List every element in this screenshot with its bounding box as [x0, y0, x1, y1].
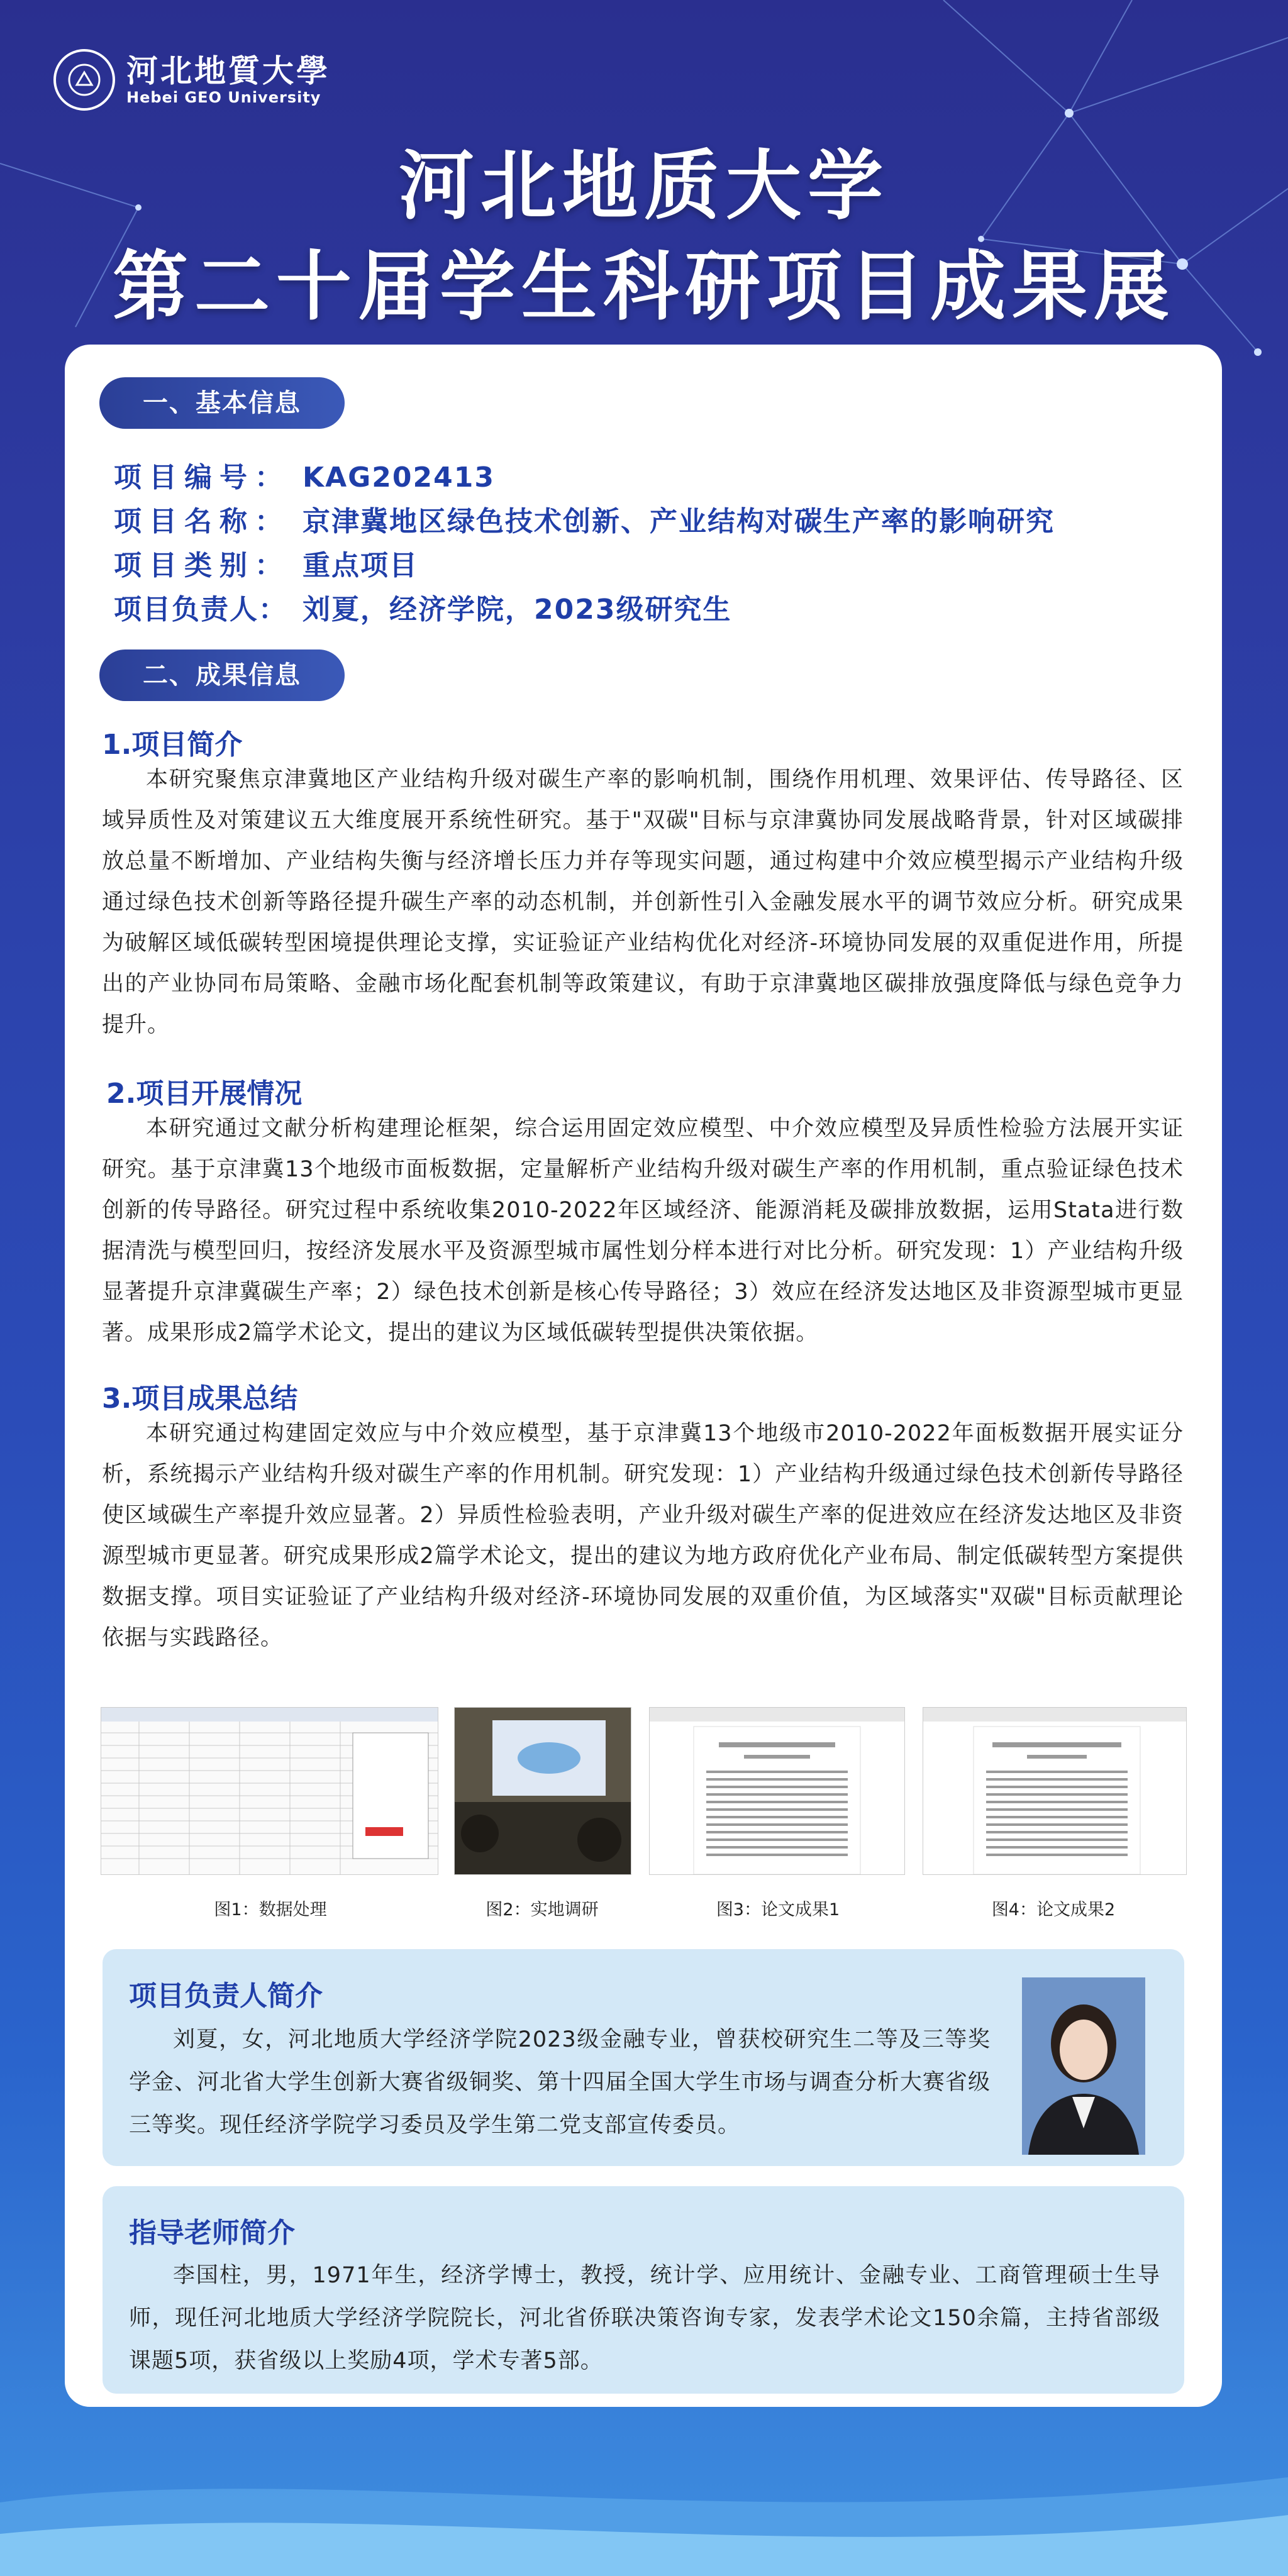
leader-portrait-photo: [1022, 1977, 1145, 2155]
summary-paragraph: 本研究通过构建固定效应与中介效应模型，基于京津冀13个地级市2010-2022年面板数据开展实证分析，系统揭示产业结构升级对碳生产率的作用机制。研究发现：1）产业结构升级通过绿色技术创新传导路径使区域碳生产率提升效应显著。2）异质性检验表明，产业升级对碳生产率的促进效应在经济发达地区及非资源型城市更显著。研究成果形成2篇学术论文，提出的建议为地方政府优化产业布局、制定低碳转型方案提供数据支撑。项目实证验证了产业结构升级对经济-环境协同发展的双重价值，为区域落实"双碳"目标贡献理论依据与实践路径。: [102, 1421, 1184, 1650]
figure-field-research: [454, 1707, 631, 1875]
info-row-project-category: [114, 543, 418, 583]
info-key: 项目负责人：: [114, 594, 287, 626]
figure-paper-result-2: [923, 1707, 1187, 1875]
progress-heading: 2.项目开展情况: [106, 1078, 303, 1110]
info-value: 刘夏，经济学院，2023级研究生: [303, 594, 732, 626]
intro-heading: 1.项目简介: [102, 729, 243, 761]
university-logo: [53, 49, 330, 111]
info-row-project-name: [114, 499, 1055, 539]
progress-paragraph: 本研究通过文献分析构建理论框架，综合运用固定效应模型、中介效应模型及异质性检验方法展开实证研究。基于京津冀13个地级市面板数据，定量解析产业结构升级对碳生产率的作用机制，重点验证绿色技术创新的传导路径。研究过程中系统收集2010-2022年区域经济、能源消耗及碳排放数据，运用Stata进行数据清洗与模型回归，按经济发展水平及资源型城市属性划分样本进行对比分析。研究发现：1）产业结构升级显著提升京津冀碳生产率；2）绿色技术创新是核心传导路径；3）效应在经济发达地区及非资源型城市更显著。成果形成2篇学术论文，提出的建议为区域低碳转型提供决策依据。: [102, 1116, 1184, 1346]
figure-caption: 图1：数据处理: [214, 1900, 327, 1920]
figure-caption: 图2：实地调研: [486, 1900, 599, 1920]
info-key: 项目编号：: [114, 462, 290, 494]
advisor-bio-text: 李国柱，男，1971年生，经济学博士，教授，统计学、应用统计、金融专业、工商管理硕士生导师，现任河北地质大学经济学院院长，河北省侨联决策咨询专家，发表学术论文150余篇，主持省部级课题5项，获省级以上奖励4项，学术专著5部。: [129, 2263, 1160, 2374]
leader-bio-box: [103, 1949, 1184, 2166]
university-seal-icon: [53, 49, 115, 111]
info-value: 京津冀地区绿色技术创新、产业结构对碳生产率的影响研究: [303, 506, 1055, 538]
spreadsheet-thumbnail: [101, 1708, 438, 1874]
info-key: 项目名称：: [114, 506, 290, 538]
logo-english-name: Hebei GEO University: [126, 89, 321, 106]
figure-paper-result-1: [649, 1707, 905, 1875]
page-title-line1: 河北地质大学: [399, 143, 889, 230]
section-basic-info-tab: 一、基本信息: [99, 377, 345, 429]
intro-paragraph: 本研究聚焦京津冀地区产业结构升级对碳生产率的影响机制，围绕作用机理、效果评估、传导路径、区域异质性及对策建议五大维度展开系统性研究。基于"双碳"目标与京津冀协同发展战略背景，针对区域碳排放总量不断增加、产业结构失衡与经济增长压力并存等现实问题，通过构建中介效应模型揭示产业结构升级通过绿色技术创新等路径提升碳生产率的动态机制，并创新性引入金融发展水平的调节效应分析。研究成果为破解区域低碳转型困境提供理论支撑，实证验证产业结构优化对经济-环境协同发展的双重促进作用，所提出的产业协同布局策略、金融市场化配套机制等政策建议，有助于京津冀地区碳排放强度降低与绿色竞争力提升。: [102, 767, 1184, 1037]
advisor-bio-heading: 指导老师简介: [129, 2217, 295, 2249]
info-key: 项目类别：: [114, 550, 290, 582]
summary-heading: 3.项目成果总结: [102, 1383, 298, 1415]
section-results-tab: 二、成果信息: [99, 650, 345, 701]
paper-1-thumbnail: [650, 1708, 904, 1874]
info-value: KAG202413: [303, 462, 495, 494]
leader-bio-text: 刘夏，女，河北地质大学经济学院2023级金融专业，曾获校研究生二等及三等奖学金、河北省大学生创新大赛省级铜奖、第十四届全国大学生市场与调查分析大赛省级三等奖。现任经济学院学习委员及学生第二党支部宣传委员。: [129, 2027, 991, 2138]
page-title-line2: 第二十届学生科研项目成果展: [113, 243, 1175, 331]
bottom-wave-decoration: [0, 2452, 1288, 2576]
info-value: 重点项目: [303, 550, 418, 582]
leader-bio-heading: 项目负责人简介: [129, 1980, 323, 2012]
field-research-photo: [455, 1708, 631, 1874]
figure-caption: 图4：论文成果2: [991, 1900, 1116, 1920]
figure-data-processing: [101, 1707, 438, 1875]
figure-caption: 图3：论文成果1: [716, 1900, 840, 1920]
info-row-project-id: [114, 455, 495, 495]
info-row-project-leader: [114, 587, 731, 627]
advisor-bio-box: [103, 2186, 1184, 2394]
paper-2-thumbnail: [923, 1708, 1186, 1874]
logo-chinese-name: 河北地質大學: [126, 52, 330, 89]
